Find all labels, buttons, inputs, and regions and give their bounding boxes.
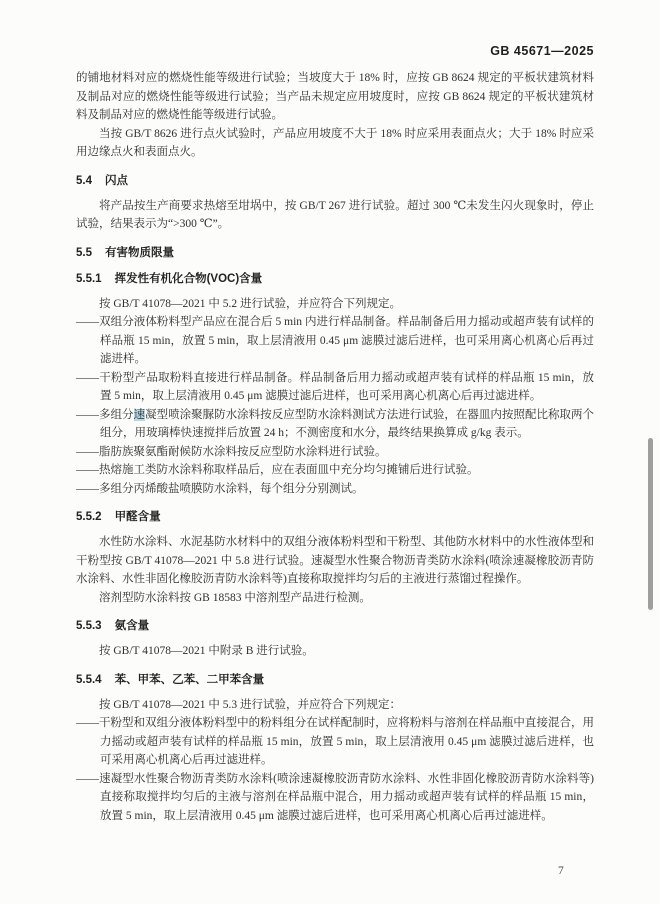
section-heading-5-5-1: [76, 270, 594, 286]
section-heading-5-5: [76, 244, 594, 260]
scrollbar-thumb[interactable]: [648, 438, 653, 610]
standard-number: GB 45671—2025: [490, 44, 594, 58]
paragraph-voc-intro: 按 GB/T 41078—2021 中 5.2 进行试验，并应符合下列规定。: [99, 297, 401, 310]
paragraph-ignition-test: 当按 GB/T 8626 进行点火试验时，产品应用坡度不大于 18% 时应采用表面点火；大于 18% 时应采用边缘点火和表面点火。: [76, 127, 594, 158]
list-item: ——速凝型水性聚合物沥青类防水涂料(喷涂速凝橡胶沥青防水涂料、水性非固化橡胶沥青防水涂料等)直接称取搅拌均匀后的主液与溶剂在样品瓶中混合，用力摇动或超声装有试样的样品瓶 15 min，放置 5 min，取上层清液用 0.45 μm 滤膜过滤后进样，也可采用离心机离心后再过滤进样。: [76, 772, 594, 822]
list-item: ——双组分液体粉料型产品应在混合后 5 min 内进行样品制备。样品制备后用力摇动或超声装有试样的样品瓶 15 min，放置 5 min，取上层清液用 0.45 μm 滤膜过滤后进样，也可采用离心机离心后再过滤进样。: [76, 316, 594, 365]
section-title: 闪点: [105, 174, 128, 187]
section-number: 5.5: [76, 246, 92, 259]
section-title: 挥发性有机化合物(VOC)含量: [114, 272, 263, 285]
list-item: [76, 406, 594, 443]
paragraph-formaldehyde-1: 水性防水涂料、水泥基防水材料中的双组分液体粉料型和干粉型、其他防水材料中的水性液体型和干粉型按 GB/T 41078—2021 中 5.8 进行试验。速凝型水性聚合物沥青类防水涂料(喷涂速凝橡胶沥青防水涂料、水性非固化橡胶沥青防水涂料等)直接称取搅拌均匀后的主液进行蒸馏过程操作。: [76, 536, 594, 585]
list-item: ——多组分丙烯酸盐喷膜防水涂料，每个组分分别测试。: [76, 482, 364, 495]
section-title: 氨含量: [114, 620, 150, 632]
list-item: ——干粉型和双组分液体粉料型中的粉料组分在试样配制时，应将粉料与溶剂在样品瓶中直接混合，用力摇动或超声装有试样的样品瓶 15 min，放置 5 min，取上层清液用 0.45 μm 滤膜过滤后进样，也可采用离心机离心后再过滤进样。: [76, 717, 594, 766]
section-heading-5-5-4: [76, 671, 594, 687]
section-heading-5-5-2: [76, 508, 594, 524]
section-title: 甲醛含量: [114, 511, 161, 523]
section-number: 5.5.4: [76, 673, 102, 686]
section-heading-5-4: [76, 172, 594, 188]
section-heading-5-5-3: [76, 617, 594, 633]
list-item: ——脂肪族聚氨酯耐候防水涂料按反应型防水涂料进行试验。: [76, 445, 387, 458]
paragraph-benzene-intro: 按 GB/T 41078—2021 中 5.3 进行试验，并应符合下列规定：: [99, 698, 401, 711]
section-title: 有害物质限量: [105, 246, 174, 259]
paragraph-formaldehyde-2: 溶剂型防水涂料按 GB 18583 中溶剂型产品进行检测。: [99, 591, 371, 604]
list-item-text: ——多组分: [76, 408, 134, 421]
list-item-text: 凝型喷涂聚脲防水涂料按反应型防水涂料测试方法进行试验，在器皿内按照配比称取两个组分，用玻璃棒快速搅拌后放置 24 h；不测密度和水分，最终结果换算成 g/kg 表示。: [100, 408, 594, 439]
paragraph-ammonia: 按 GB/T 41078—2021 中附录 B 进行试验。: [99, 645, 314, 657]
section-number: 5.5.3: [76, 620, 102, 632]
list-item: ——热熔施工类防水涂料称取样品后，应在表面皿中充分均匀摊铺后进行试验。: [76, 464, 479, 476]
section-number: 5.5.2: [76, 511, 102, 523]
page-content: [0, 42, 660, 825]
selection-highlight: 速: [133, 408, 146, 421]
section-number: 5.4: [76, 174, 92, 187]
paragraph-flame-continuation: 的铺地材料对应的燃烧性能等级进行试验；当坡度大于 18% 时，应按 GB 8624 规定的平板状建筑材料及制品对应的燃烧性能等级进行试验；当产品未规定应用坡度时，应按 GB 8624 规定的平板状建筑材料及制品对应的燃烧性能等级进行试验。: [76, 72, 594, 121]
section-number: 5.5.1: [76, 272, 102, 285]
section-title: 苯、甲苯、乙苯、二甲苯含量: [114, 673, 265, 686]
list-item: ——干粉型产品取粉料直接进行样品制备。样品制备后用力摇动或超声装有试样的样品瓶 15 min，放置 5 min，取上层清液用 0.45 μm 滤膜过滤后进样，也可采用离心机离心后再过滤进样。: [76, 371, 594, 402]
page-header: [76, 42, 594, 57]
page-number: 7: [558, 865, 564, 877]
paragraph-flash-point: 将产品按生产商要求热熔至坩埚中，按 GB/T 267 进行试验。超过 300 ℃未发生闪火现象时，停止试验，结果表示为“>300 ℃”。: [76, 199, 594, 230]
